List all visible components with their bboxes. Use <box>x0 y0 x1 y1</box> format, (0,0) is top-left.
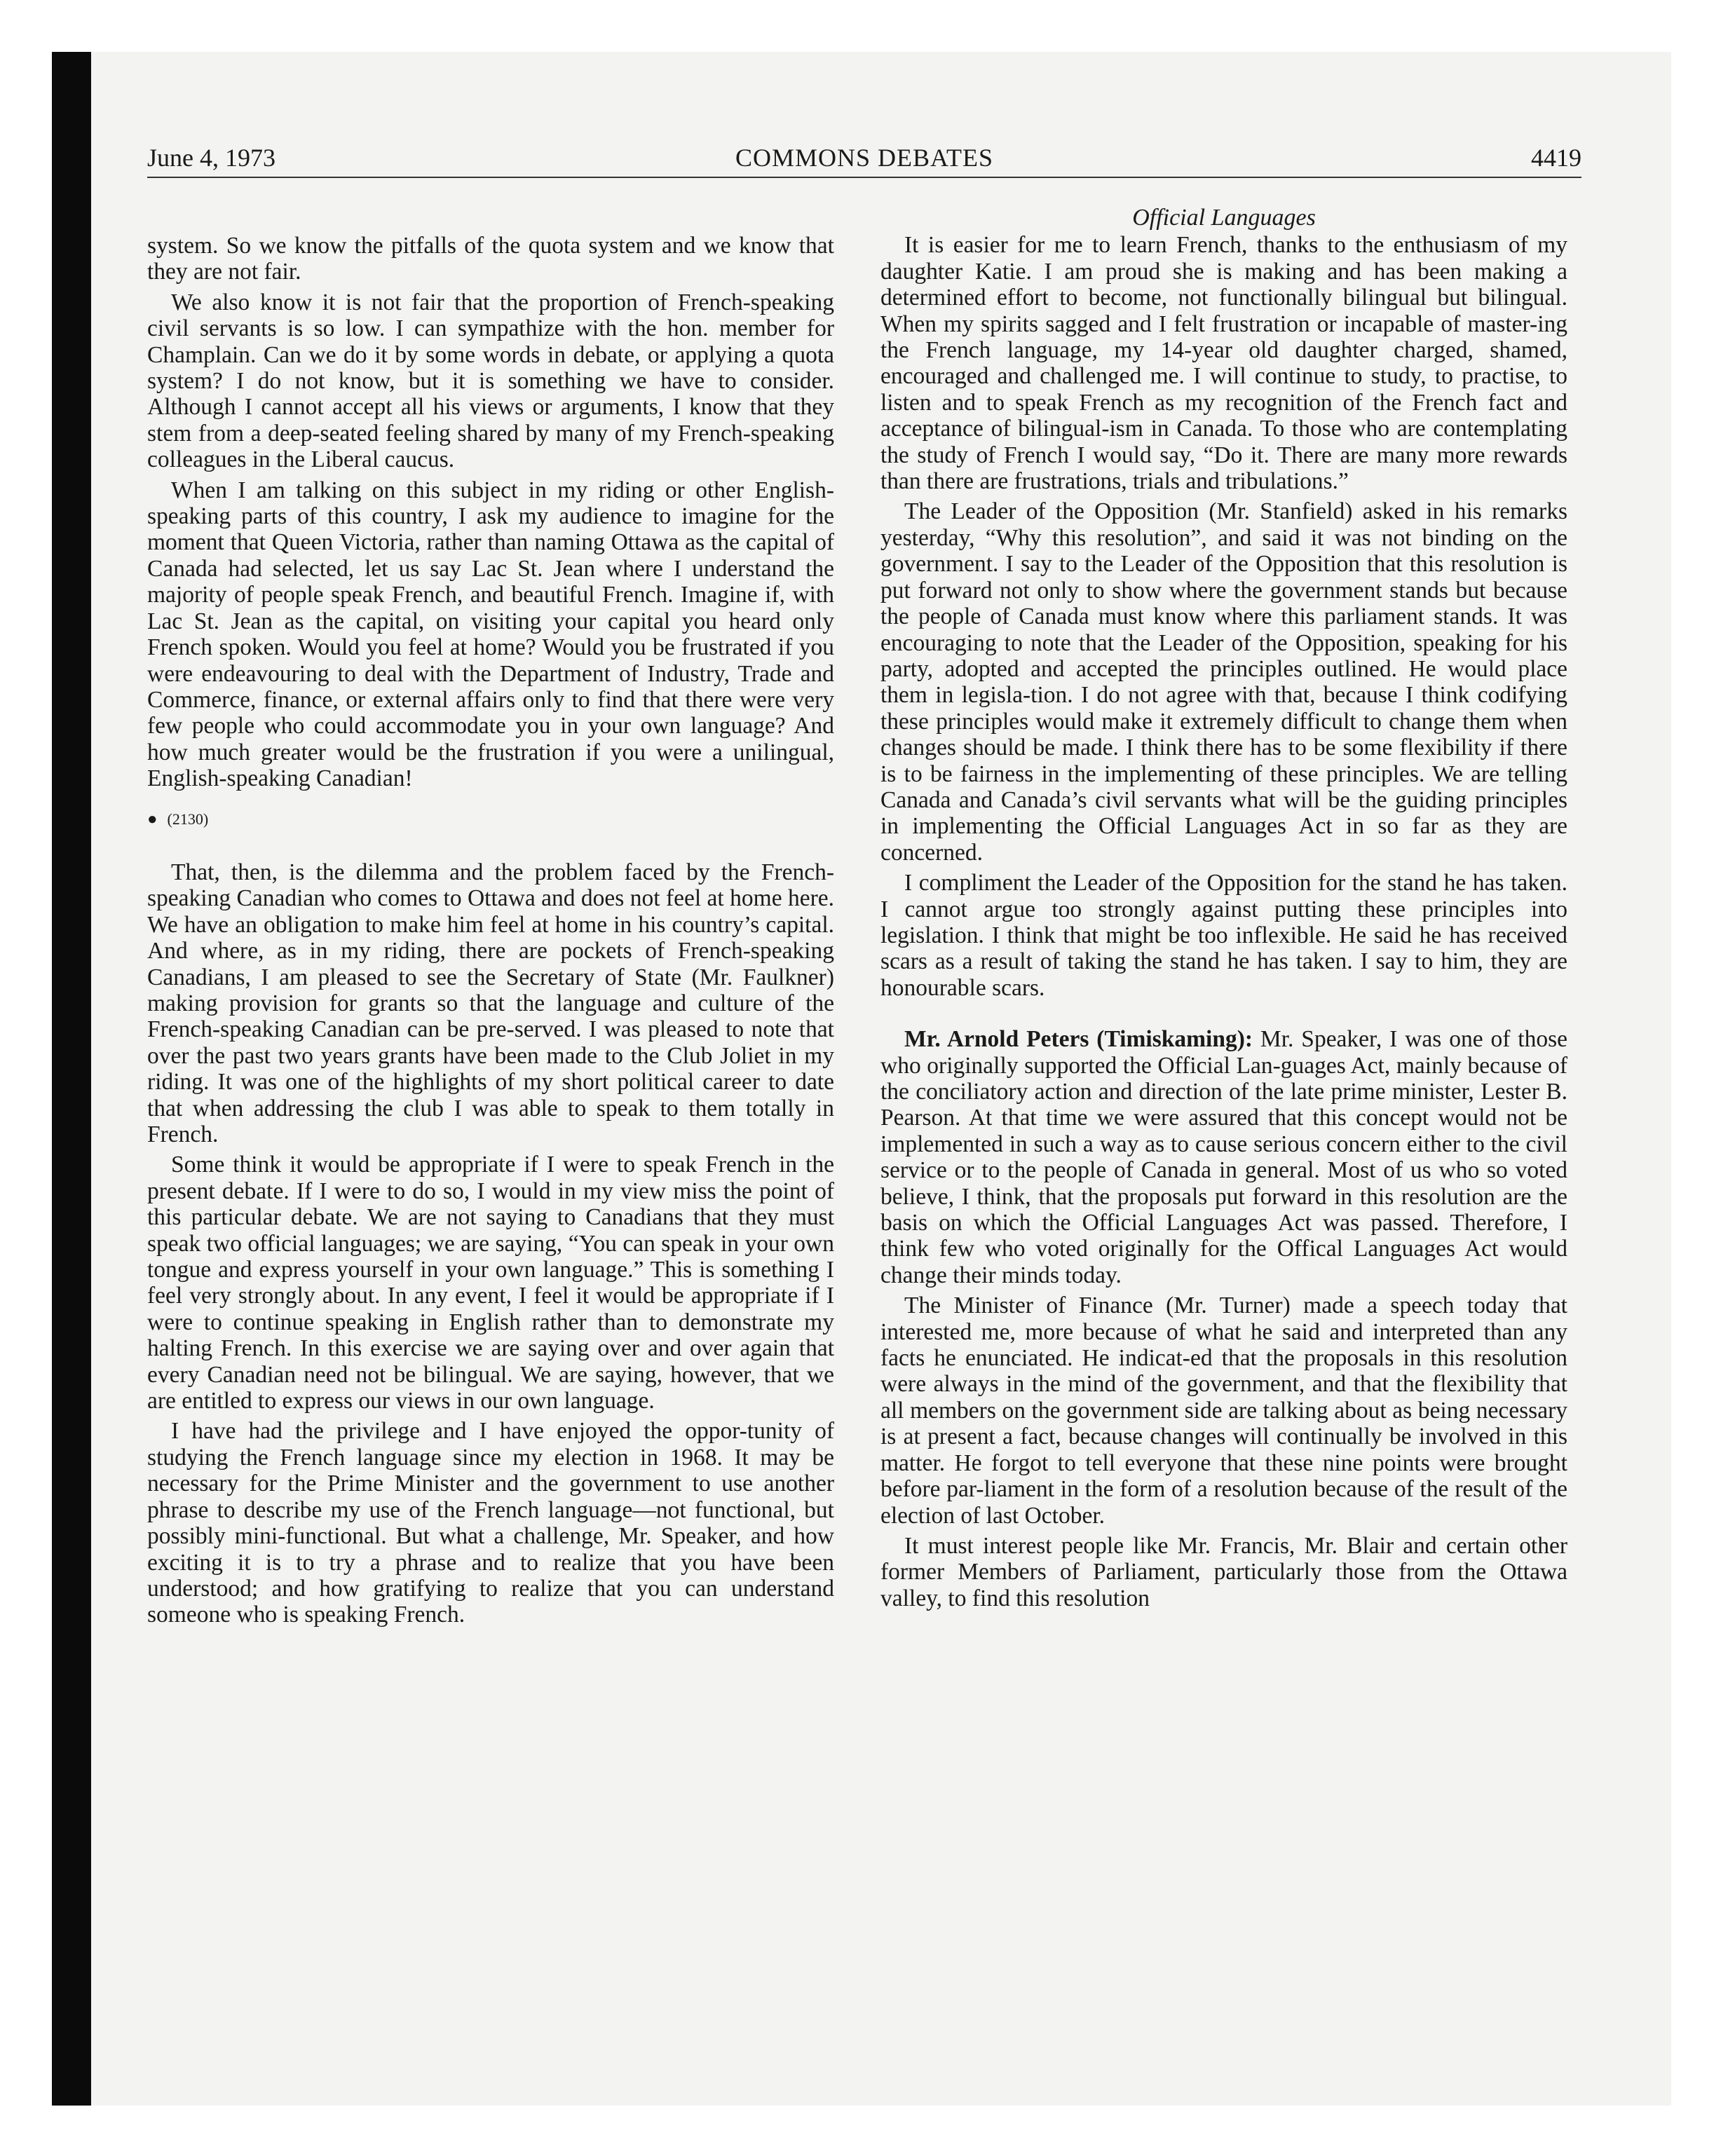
paragraph: When I am talking on this subject in my riding or other English-speaking parts of this country, I ask my audience to imagine for the moment that Queen Victoria, rather than naming Ottawa as the capital of Canada had selected, let us say Lac St. Jean where I understand the majority of people speak French, and beautiful French. Imagine if, with Lac St. Jean as the capital, on visiting your capital you heard only French spoken. Would you feel at home? Would you be frustrated if you were endeavouring to deal with the Department of Industry, Trade and Commerce, finance, or external affairs only to find that there were very few people who could accommodate you in your own language? And how much greater would be the frustration if you were a unilingual, English-speaking Canadian! <box>147 477 834 792</box>
paragraph: system. So we know the pitfalls of the quota system and we know that they are not fair. <box>147 233 834 285</box>
time-marker-text: (2130) <box>167 810 209 828</box>
scan-edge-bar <box>52 52 91 2106</box>
paragraph: I have had the privilege and I have enjoyed the oppor-tunity of studying the French language since my election in 1968. It may be necessary for the Prime Minister and the government to use another phrase to describe my use of the French language—not functional, but possibly mini-functional. But what a challenge, Mr. Speaker, and how exciting it is to try a phrase and to realize that you have been understood; and how gratifying to realize that you can understand someone who is speaking French. <box>147 1418 834 1628</box>
bullet-icon: ● <box>147 810 158 828</box>
paragraph: We also know it is not fair that the proportion of French-speaking civil servants is so low. I can sympathize with the hon. member for Champlain. Can we do it by some words in debate, or applying a quota system? I do not know, but it is something we have to consider. Although I cannot accept all his views or arguments, I know that they stem from a deep-seated feeling shared by many of my French-speaking colleagues in the Liberal caucus. <box>147 289 834 473</box>
header-title: COMMONS DEBATES <box>735 144 994 172</box>
paragraph: Some think it would be appropriate if I were to speak French in the present debate. If I were to do so, I would in my view miss the point of this particular debate. We are not saying to Canadians that they must speak two official languages; we are saying, “You can speak in your own tongue and express yourself in your own language.” This is something I feel very strongly about. In any event, I feel it would be appropriate if I were to continue speaking in English rather than to demonstrate my halting French. In this exercise we are saying over and over again that every Canadian need not be bilingual. We are saying, however, that we are entitled to express our views in our own language. <box>147 1152 834 1414</box>
right-column <box>880 205 1567 1616</box>
page-header <box>147 143 1581 178</box>
paragraph: The Minister of Finance (Mr. Turner) made a speech today that interested me, more because of what he said and interpreted than any facts he enunciated. He indicat-ed that the proposals in this resolution were always in the mind of the government, and that the flexibility that all members on the government side are talking about as being necessary is at present a fact, because changes will continually be involved in this matter. He forgot to tell everyone that these nine points were brought before par-liament in the form of a resolution because of the result of the election of last October. <box>880 1292 1567 1529</box>
paragraph: I compliment the Leader of the Opposition for the stand he has taken. I cannot argue too strongly against putting these principles into legislation. I think that might be too inflexible. He said he has received scars as a result of taking the stand he has taken. I say to him, they are honourable scars. <box>880 870 1567 1001</box>
paragraph: It must interest people like Mr. Francis, Mr. Blair and certain other former Members of Parliament, particularly those from the Ottawa valley, to find this resolution <box>880 1532 1567 1611</box>
speaker-name: Mr. Arnold Peters (Timiskaming): <box>904 1026 1253 1053</box>
time-marker <box>147 806 834 833</box>
paragraph: It is easier for me to learn French, thanks to the enthusiasm of my daughter Katie. I am proud she is making and has been making a determined effort to become, not functionally bilingual but bilingual. When my spirits sagged and I felt frustration or incapable of master-ing the French language, my 14-year old daughter charged, shamed, encouraged and challenged me. I will continue to study, to practise, to listen and to speak French as my recognition of the French fact and acceptance of bilingual-ism in Canada. To those who are contemplating the study of French I would say, “Do it. There are many more rewards than there are frustrations, trials and tribulations.” <box>880 232 1567 495</box>
speaker-paragraph <box>880 1026 1567 1288</box>
left-column <box>147 233 834 1632</box>
header-page-number: 4419 <box>1531 144 1581 172</box>
speaker-text: Mr. Speaker, I was one of those who originally supported the Official Lan-guages Act, mainly because of the conciliatory action and direction of the late prime minister, Lester B. Pearson. At that time we were assured that this concept would not be implemented in such a way as to cause serious concern either to the civil service or to the people of Canada in general. Most of us who so voted believe, I think, that the proposals put forward in this resolution are the basis on which the Official Languages Act was passed. Therefore, I think few who voted originally for the Offical Languages Act would change their minds today. <box>880 1026 1567 1288</box>
paragraph: That, then, is the dilemma and the problem faced by the French-speaking Canadian who comes to Ottawa and does not feel at home here. We have an obligation to make him feel at home in his country’s capital. And where, as in my riding, there are pockets of French-speaking Canadians, I am pleased to see the Secretary of State (Mr. Faulkner) making provision for grants so that the language and culture of the French-speaking Canadian can be pre-served. I was pleased to note that over the past two years grants have been made to the Club Joliet in my riding. It was one of the highlights of my short political career to date that when addressing the club I was able to speak to them totally in French. <box>147 859 834 1147</box>
paragraph: The Leader of the Opposition (Mr. Stanfield) asked in his remarks yesterday, “Why this resolution”, and said it was not binding on the government. I say to the Leader of the Opposition that this resolution is put forward not only to show where the government stands but because the people of Canada must know where this parliament stands. It was encouraging to note that the Leader of the Opposition, speaking for his party, adopted and accepted the principles outlined. He would place them in legisla-tion. I do not agree with that, because I think codifying these principles would make it extremely difficult to change them when changes should be made. I think there has to be some flexibility if there is to be fairness in the implementing of these principles. We are telling Canada and Canada’s civil servants what will be the guiding principles in implementing the Official Languages Act in so far as they are concerned. <box>880 498 1567 866</box>
section-title: Official Languages <box>1132 205 1316 231</box>
header-date: June 4, 1973 <box>147 144 275 172</box>
